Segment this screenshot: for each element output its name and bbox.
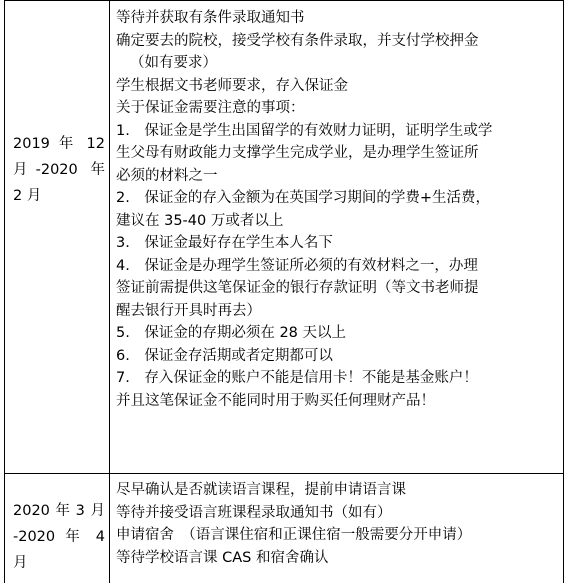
period-cell: [13, 131, 105, 209]
step-line: 5. 保证金的存期必须在 28 天以上: [116, 325, 347, 341]
step-line: 等待学校语言课 CAS 和宿舍确认: [116, 549, 329, 566]
step-line: 等待并接受语言班课程录取通知书（如有）: [116, 504, 392, 521]
step-line: 3. 保证金最好存在学生本人名下: [116, 235, 333, 251]
step-line: 2. 保证金的存入金额为在英国学习期间的学费+生活费，: [116, 190, 490, 206]
step-line: （如有要求）: [130, 55, 217, 71]
step-line: 建议在 35-40 万或者以上: [116, 212, 284, 229]
step-line: 1. 保证金是学生出国留学的有效财力证明，证明学生或学: [116, 122, 493, 139]
step-line: 7. 存入保证金的账户不能是信用卡！不能是基金账户！: [116, 370, 478, 386]
step-line: 尽早确认是否就读语言课程，提前申请语言课: [116, 482, 406, 498]
steps-cell: [116, 7, 561, 412]
column-divider: [109, 473, 110, 583]
step-line: 申请宿舍 （语言课住宿和正课住宿一般需要分开申请）: [116, 527, 472, 543]
timeline-table: [4, 0, 564, 583]
step-line: 6. 保证金存活期或者定期都可以: [116, 347, 333, 364]
period-line: 2020年3月: [13, 503, 105, 519]
period-line: 月-2020 年: [13, 162, 105, 178]
step-line: 生父母有财政能力支撑学生完成学业，是办理学生签证所: [116, 145, 479, 161]
step-line: 等待并获取有条件录取通知书: [116, 10, 305, 26]
period-cell: [13, 498, 105, 576]
period-line: 2019 年 12: [13, 136, 105, 152]
step-line: 确定要去的院校，接受学校有条件录取，并支付学校押金: [116, 32, 479, 49]
step-line: 学生根据文书老师要求，存入保证金: [116, 77, 348, 94]
period-line: -2020 年 4: [13, 529, 105, 545]
step-line: 并且这笔保证金不能同时用于购买任何理财产品！: [116, 392, 435, 409]
step-line: 醒去银行开具时再去）: [116, 302, 261, 319]
period-line: 月: [13, 555, 28, 571]
period-line: 2 月: [13, 188, 42, 204]
table-row: [4, 0, 564, 474]
table-row: [4, 473, 564, 583]
step-line: 签证前需提供这笔保证金的银行存款证明（等文书老师提: [116, 280, 479, 296]
column-divider: [109, 1, 110, 473]
step-line: 4. 保证金是办理学生签证所必须的有效材料之一，办理: [116, 257, 478, 274]
steps-cell: [116, 479, 561, 569]
step-line: 必须的材料之一: [116, 167, 218, 184]
step-line: 关于保证金需要注意的事项：: [116, 100, 305, 116]
